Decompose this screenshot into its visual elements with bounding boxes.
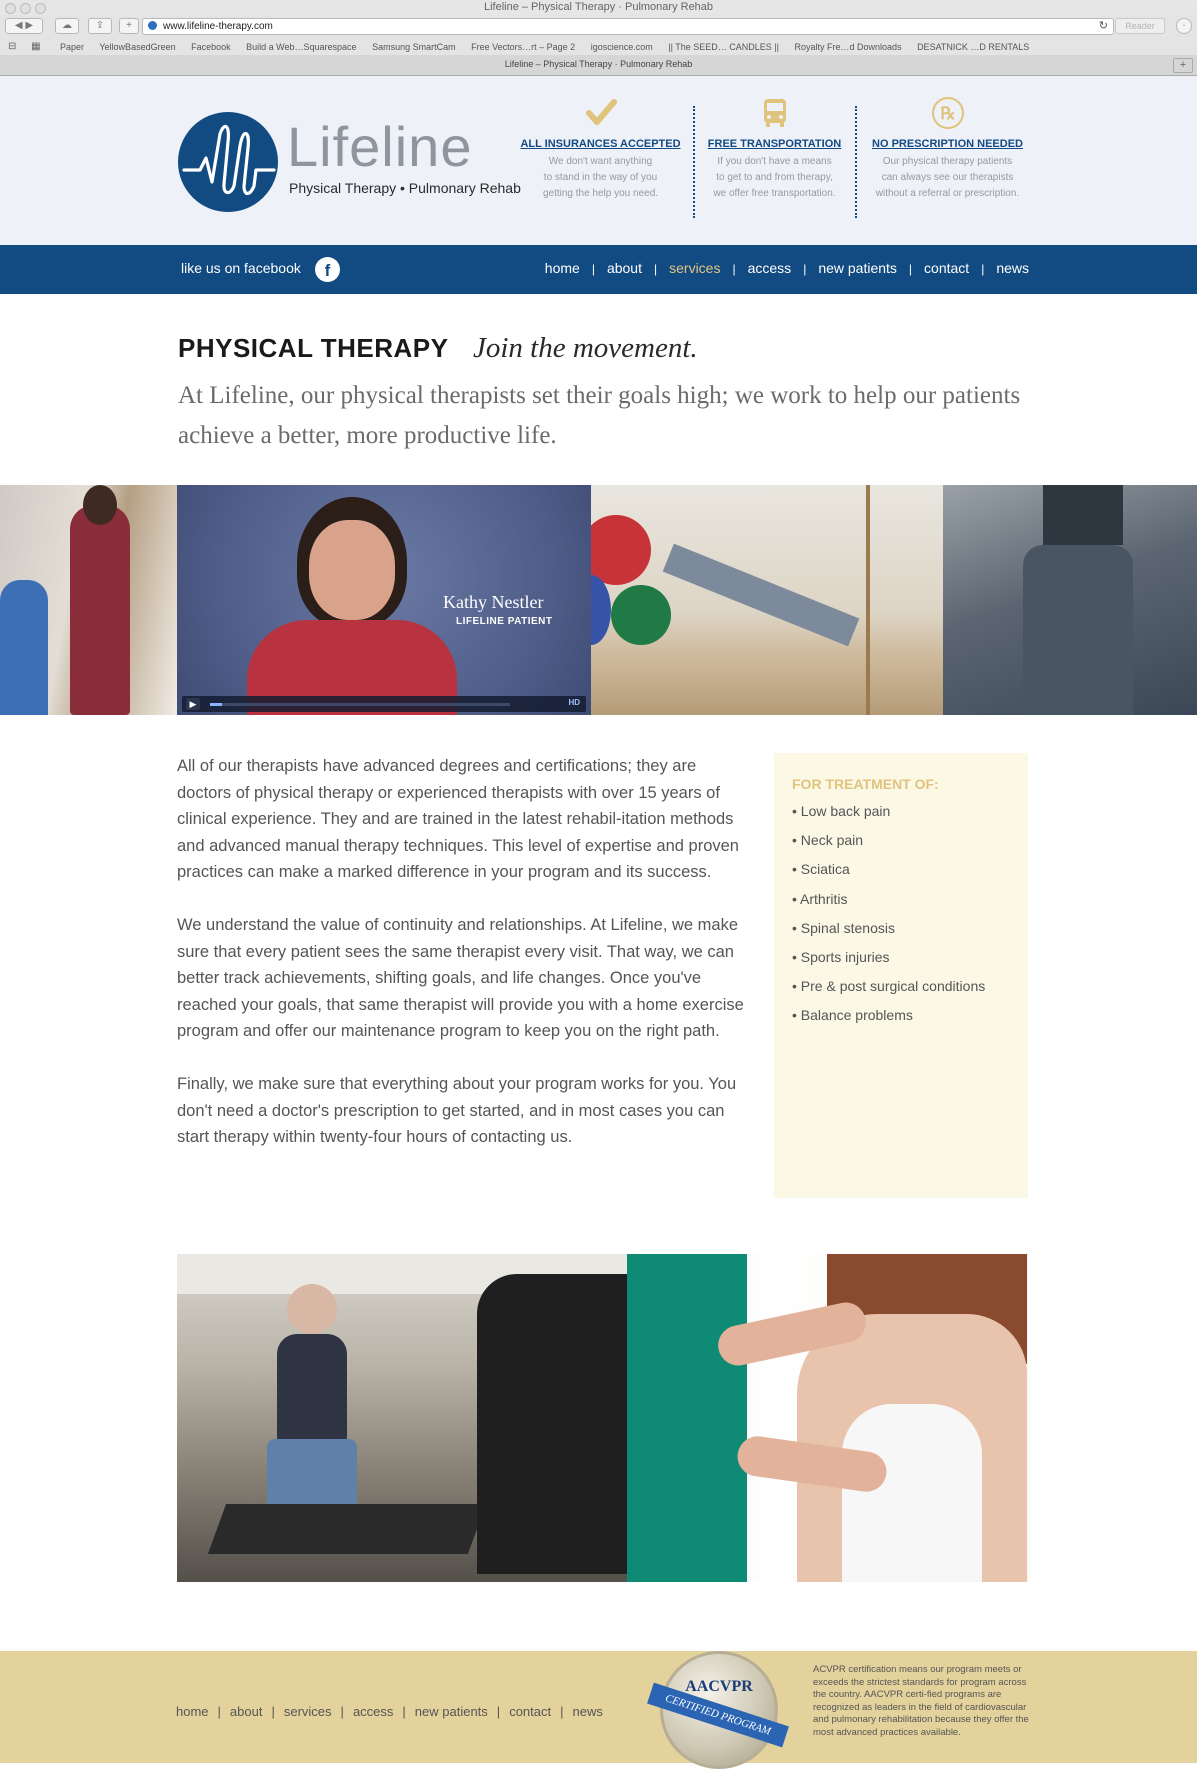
minimize-window-button[interactable]: [20, 3, 31, 14]
photo-figure: [477, 1274, 627, 1574]
feature-divider: [855, 106, 857, 218]
svg-text:℞: ℞: [939, 104, 956, 123]
nav-news[interactable]: news: [996, 260, 1029, 276]
reload-icon[interactable]: ↻: [1098, 20, 1108, 32]
photo-figure: [287, 1284, 337, 1334]
bookmark-item[interactable]: Royalty Fre…d Downloads: [794, 42, 902, 52]
bookmark-item[interactable]: Free Vectors…rt – Page 2: [471, 42, 576, 52]
list-item: • Balance problems: [792, 1007, 913, 1024]
page-tagline: Join the movement.: [473, 332, 698, 364]
nav-separator: |: [908, 262, 913, 276]
footer-link-services[interactable]: services: [283, 1704, 332, 1719]
video-progress-bar[interactable]: [210, 703, 510, 706]
hd-toggle[interactable]: HD: [568, 698, 580, 707]
list-item: • Low back pain: [792, 803, 891, 819]
photo-exercise-machine: [943, 485, 1197, 715]
bookmark-item[interactable]: Samsung SmartCam: [372, 42, 456, 52]
feature-line: to get to and from therapy,: [716, 172, 833, 183]
feature-title[interactable]: NO PRESCRIPTION NEEDED: [872, 138, 1023, 150]
tab-strip: [0, 55, 1197, 76]
feature-description: [865, 154, 1030, 202]
nav-services[interactable]: services: [669, 260, 721, 276]
feature-title[interactable]: ALL INSURANCES ACCEPTED: [520, 138, 681, 150]
lifeline-logo-icon[interactable]: [178, 112, 278, 212]
back-forward-buttons[interactable]: ◀ ▶: [5, 18, 43, 34]
photo-figure: [866, 485, 870, 715]
sidebar-title: FOR TREATMENT OF:: [792, 776, 939, 792]
logo-wordmark[interactable]: Lifeline: [287, 115, 473, 178]
list-item: • Sciatica: [792, 861, 850, 878]
photo-figure: [208, 1504, 486, 1554]
feature-line: getting the help you need.: [542, 188, 659, 199]
photo-figure: [83, 485, 117, 525]
footer-link-new-patients[interactable]: new patients: [414, 1704, 488, 1719]
nav-about[interactable]: about: [606, 260, 642, 276]
list-item: • Spinal stenosis: [792, 919, 895, 936]
footer-link-news[interactable]: news: [572, 1704, 603, 1719]
checkmark-icon: [518, 96, 683, 130]
share-icon[interactable]: ⇪: [88, 18, 112, 34]
photo-figure: [591, 515, 651, 585]
bookmark-item[interactable]: igoscience.com: [590, 42, 653, 52]
feature-description: [518, 154, 683, 202]
seal-title: AACVPR: [685, 1678, 753, 1695]
rx-icon: [865, 96, 1030, 130]
photo-figure: [627, 1254, 747, 1582]
body-copy: [177, 753, 747, 1177]
photo-stairs-therapy: [0, 485, 177, 715]
bookmark-item[interactable]: YellowBasedGreen: [99, 42, 176, 52]
body-paragraph: All of our therapists have advanced degrees and certifications; they are doctors of physical therapy or experienced therapists with over 15 years of clinical experience. They and are trained in the latest rehabil-itation methods and advanced manual therapy techniques. This level of expertise and proven practices can make a marked difference in your program and its success.: [177, 757, 739, 881]
footer-separator: |: [496, 1704, 501, 1719]
video-patient-name: Kathy Nestler: [443, 592, 544, 612]
footer-separator: |: [271, 1704, 275, 1719]
bookmarks-bar: [0, 39, 1197, 55]
nav-separator: |: [591, 262, 595, 276]
footer-link-about[interactable]: about: [229, 1704, 263, 1719]
bookmark-item[interactable]: || The SEED… CANDLES ||: [668, 42, 779, 52]
photo-figure: [842, 1404, 982, 1582]
intro-lead: At Lifeline, our physical therapists set their goals high; we work to help our patients achieve a better, more productive life.: [178, 382, 1021, 449]
footer-separator: |: [217, 1704, 221, 1719]
list-item: • Pre & post surgical conditions: [792, 978, 986, 995]
page-title: PHYSICAL THERAPY: [178, 333, 449, 363]
photo-treadmill: [177, 1254, 627, 1582]
photo-figure: [70, 505, 130, 715]
feature-no-prescription: [865, 96, 1030, 202]
feature-description: [692, 154, 857, 202]
footer-separator: |: [560, 1704, 564, 1719]
bookmark-item[interactable]: Facebook: [191, 42, 231, 52]
footer-nav: [176, 1704, 603, 1719]
bus-icon: [692, 96, 857, 130]
aacvpr-seal-icon[interactable]: [660, 1651, 778, 1769]
video-patient-role: LIFELINE PATIENT: [456, 616, 553, 627]
nav-separator: |: [654, 262, 658, 276]
feature-line: can always see our therapists: [881, 172, 1014, 183]
photo-figure: [1043, 485, 1123, 545]
footer-link-home[interactable]: home: [176, 1704, 209, 1719]
footer-link-access[interactable]: access: [352, 1704, 394, 1719]
window-title: Lifeline – Physical Therapy · Pulmonary Rehab: [483, 1, 714, 13]
browser-toolbar: [0, 15, 1197, 39]
feature-insurance: [518, 96, 683, 202]
nav-access[interactable]: access: [747, 260, 792, 276]
url-text[interactable]: www.lifeline-therapy.com: [163, 21, 273, 32]
body-paragraph: Finally, we make sure that everything about your program works for you. You don't need a doctor's prescription to get started, and in most cases you can start therapy within twenty-four hours of contacting us.: [177, 1075, 737, 1146]
new-tab-icon[interactable]: +: [1173, 58, 1193, 73]
browser-title-bar: [0, 0, 1197, 15]
feature-line: we offer free transportation.: [713, 188, 836, 199]
bookmarks-list: [60, 39, 1042, 55]
feature-transportation: [692, 96, 857, 202]
footer-separator: |: [402, 1704, 406, 1719]
tab-active[interactable]: Lifeline – Physical Therapy · Pulmonary Rehab: [504, 59, 693, 69]
bookmarks-icons[interactable]: ⊟ ▦: [8, 41, 47, 52]
video-player[interactable]: [177, 485, 591, 715]
nav-new-patients[interactable]: new patients: [818, 260, 897, 276]
certification-note: ACVPR certification means our program meets or exceeds the strictest standards for program across the country. AACVPR certi-fied programs are recognized as leaders in the field of cardiovascular and pulmonary rehabilitation because they offer the most advanced practices available.: [813, 1664, 1029, 1738]
photo-figure: [277, 1334, 347, 1444]
site-favicon-icon: [148, 21, 157, 30]
address-bar[interactable]: [142, 18, 1114, 35]
list-item: • Arthritis: [792, 890, 848, 907]
body-paragraph: We understand the value of continuity and relationships. At Lifeline, we make sure that every patient sees the same therapist every visit. That way, we can better track achievements, shifting goals, and life changes. Once you've reached your goals, that same therapist will provide you with a home exercise program and offer our maintenance program to keep you on the right path.: [177, 916, 744, 1040]
nav-contact[interactable]: contact: [924, 260, 970, 276]
downloads-icon[interactable]: ·: [1176, 18, 1192, 34]
feature-line: If you don't have a means: [717, 156, 832, 167]
zoom-window-button[interactable]: [35, 3, 46, 14]
bookmark-item[interactable]: DESATNICK …D RENTALS: [917, 42, 1030, 52]
main-nav: [0, 245, 1197, 294]
video-figure: [309, 520, 395, 620]
footer-link-contact[interactable]: contact: [509, 1704, 552, 1719]
logo-tagline: Physical Therapy • Pulmonary Rehab: [289, 180, 521, 196]
photo-figure: [663, 544, 860, 647]
seal-ribbon: CERTIFIED PROGRAM: [647, 1683, 789, 1748]
close-window-button[interactable]: [5, 3, 16, 14]
bookmark-item[interactable]: Paper: [60, 42, 85, 52]
bookmark-item[interactable]: Build a Web…Squarespace: [246, 42, 357, 52]
add-tab-icon[interactable]: +: [119, 18, 139, 34]
photo-figure: [591, 575, 611, 645]
feature-line: without a referral or prescription.: [875, 188, 1020, 199]
nav-links: [545, 260, 1029, 276]
photo-figure: [611, 585, 671, 645]
nav-separator: |: [803, 262, 807, 276]
feature-line: Our physical therapy patients: [882, 156, 1013, 167]
photo-gym-equipment: [591, 485, 943, 715]
video-progress-fill: [210, 703, 222, 706]
treatment-list: [792, 797, 985, 1031]
nav-separator: |: [732, 262, 736, 276]
photo-massage-therapy: [627, 1254, 1028, 1582]
video-controls: [182, 696, 586, 712]
nav-separator: |: [981, 262, 985, 276]
facebook-icon[interactable]: f: [315, 257, 340, 282]
feature-title[interactable]: FREE TRANSPORTATION: [707, 138, 842, 150]
list-item: • Sports injuries: [792, 948, 890, 965]
feature-line: to stand in the way of you: [543, 172, 658, 183]
list-item: • Neck pain: [792, 832, 864, 849]
play-icon[interactable]: ▶: [186, 698, 200, 710]
facebook-link[interactable]: like us on facebook: [181, 260, 301, 276]
photo-figure: [1023, 545, 1133, 715]
site-header: [0, 76, 1197, 245]
reader-button[interactable]: Reader: [1115, 18, 1165, 34]
site-footer: [0, 1651, 1197, 1763]
photo-figure: [0, 580, 48, 715]
footer-separator: |: [340, 1704, 344, 1719]
nav-home[interactable]: home: [544, 260, 580, 276]
treatment-sidebar: [774, 753, 1028, 1198]
icloud-tabs-icon[interactable]: ☁: [55, 18, 79, 34]
feature-line: We don't want anything: [548, 156, 653, 167]
